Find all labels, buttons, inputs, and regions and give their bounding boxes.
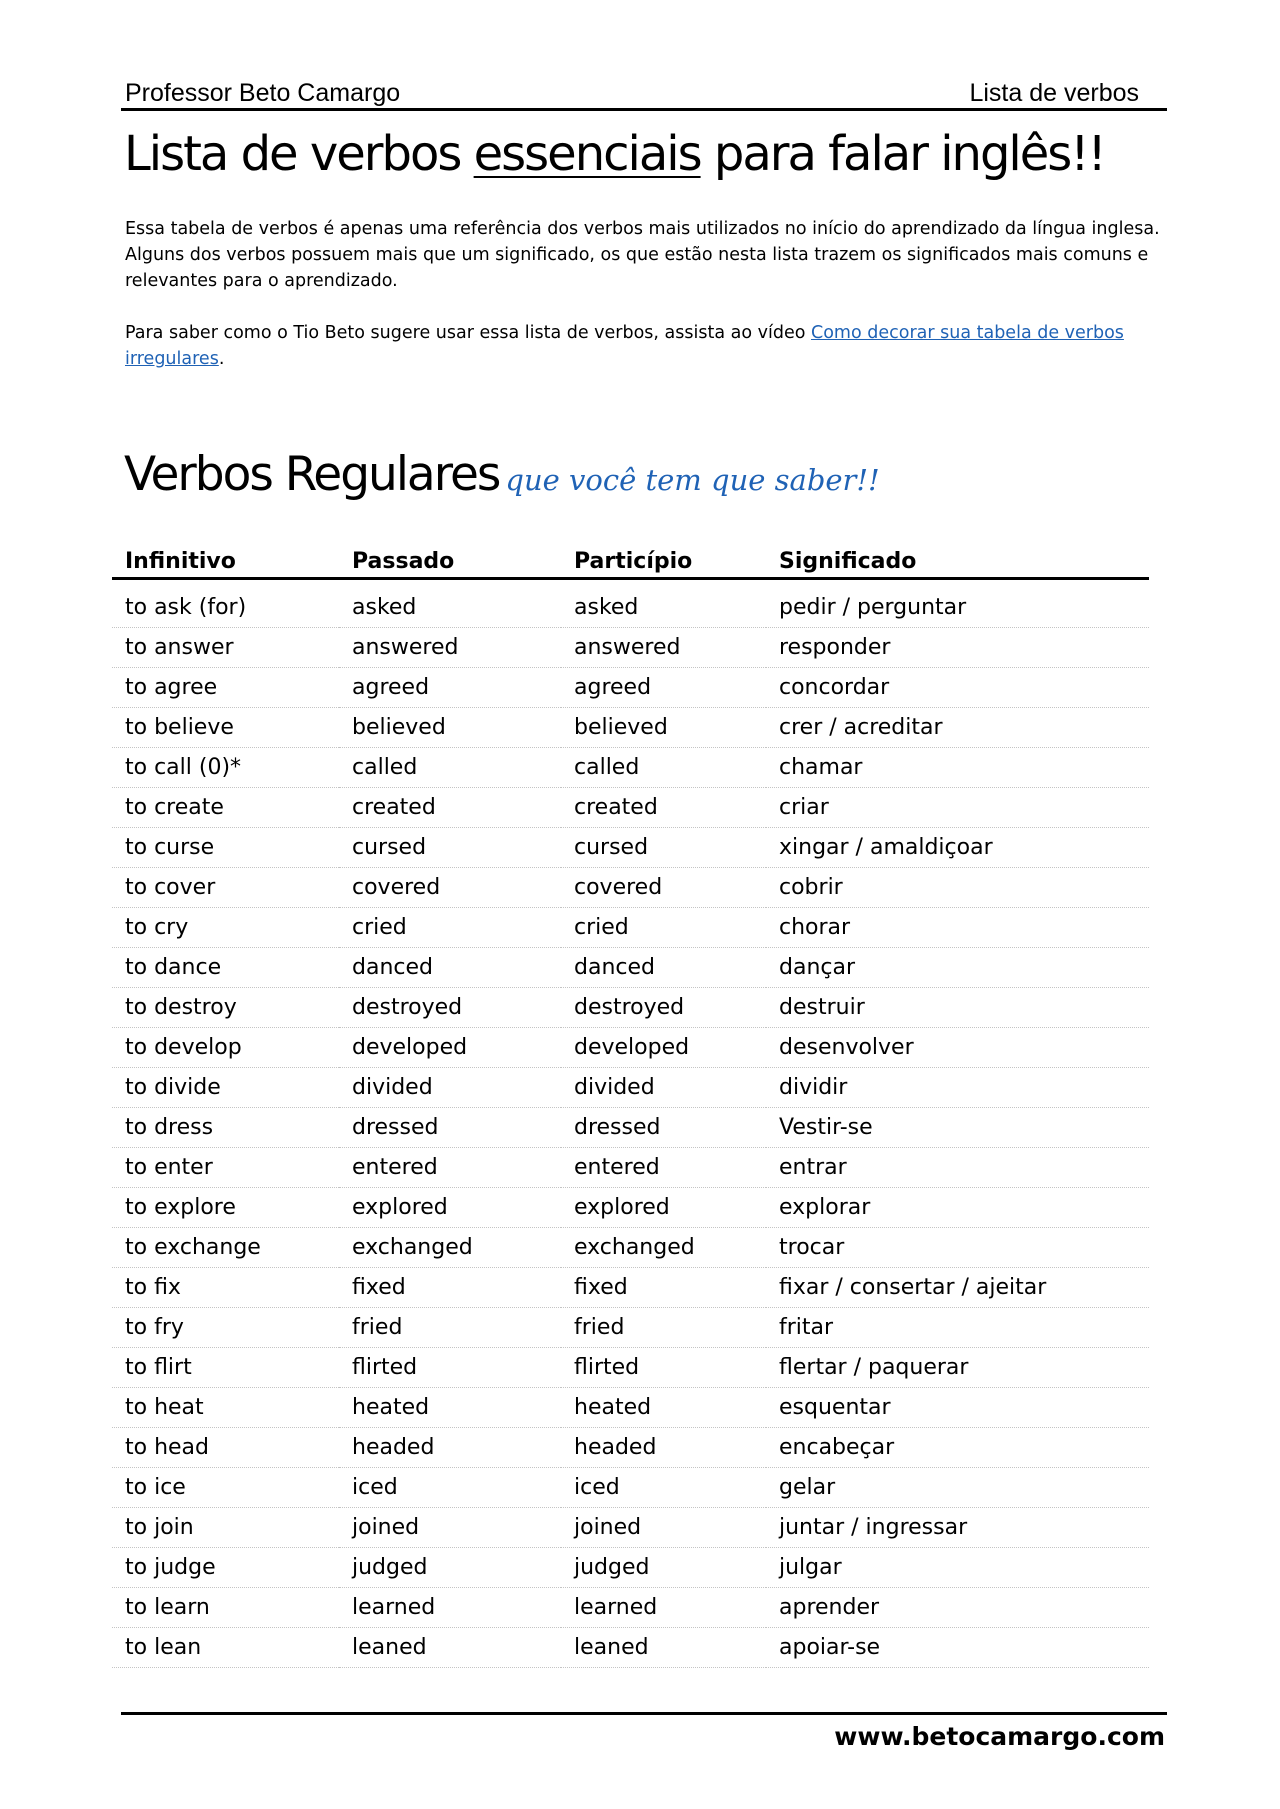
cell-infinitive: to answer <box>112 628 339 668</box>
cell-infinitive: to head <box>112 1428 339 1468</box>
cell-meaning: concordar <box>766 668 1149 708</box>
cell-meaning: esquentar <box>766 1388 1149 1428</box>
cell-participle: agreed <box>561 668 766 708</box>
cell-meaning: fixar / consertar / ajeitar <box>766 1268 1149 1308</box>
cell-meaning: juntar / ingressar <box>766 1508 1149 1548</box>
cell-meaning: aprender <box>766 1588 1149 1628</box>
cell-participle: flirted <box>561 1348 766 1388</box>
cell-infinitive: to dance <box>112 948 339 988</box>
table-row <box>112 668 1149 708</box>
cell-past: flirted <box>339 1348 561 1388</box>
cell-meaning: julgar <box>766 1548 1149 1588</box>
header-author: Professor Beto Camargo <box>125 79 401 107</box>
col-header-participle: Particípio <box>561 540 766 579</box>
col-header-meaning: Significado <box>766 540 1149 579</box>
cell-infinitive: to join <box>112 1508 339 1548</box>
cell-participle: called <box>561 748 766 788</box>
table-row <box>112 748 1149 788</box>
cell-infinitive: to cry <box>112 908 339 948</box>
page-title <box>124 118 1105 190</box>
col-header-past: Passado <box>339 540 561 579</box>
table-row <box>112 1628 1149 1668</box>
table-row <box>112 828 1149 868</box>
cell-past: destroyed <box>339 988 561 1028</box>
cell-infinitive: to heat <box>112 1388 339 1428</box>
cell-meaning: Vestir-se <box>766 1108 1149 1148</box>
cell-meaning: cobrir <box>766 868 1149 908</box>
cell-participle: leaned <box>561 1628 766 1668</box>
cell-meaning: criar <box>766 788 1149 828</box>
cell-participle: cursed <box>561 828 766 868</box>
cell-meaning: encabeçar <box>766 1428 1149 1468</box>
cell-infinitive: to dress <box>112 1108 339 1148</box>
verb-table-header <box>112 540 1149 579</box>
cell-participle: developed <box>561 1028 766 1068</box>
video-text-end: . <box>218 349 225 369</box>
table-row <box>112 628 1149 668</box>
table-row <box>112 988 1149 1028</box>
table-row <box>112 1268 1149 1308</box>
cell-participle: danced <box>561 948 766 988</box>
table-row <box>112 1428 1149 1468</box>
cell-past: agreed <box>339 668 561 708</box>
cell-past: developed <box>339 1028 561 1068</box>
cell-participle: destroyed <box>561 988 766 1028</box>
cell-participle: entered <box>561 1148 766 1188</box>
cell-past: exchanged <box>339 1228 561 1268</box>
cell-infinitive: to divide <box>112 1068 339 1108</box>
cell-participle: answered <box>561 628 766 668</box>
cell-infinitive: to exchange <box>112 1228 339 1268</box>
cell-participle: covered <box>561 868 766 908</box>
cell-meaning: entrar <box>766 1148 1149 1188</box>
header-doc-title: Lista de verbos <box>969 79 1139 107</box>
cell-participle: fixed <box>561 1268 766 1308</box>
video-link[interactable]: Como decorar sua tabela de verbos irregulares <box>125 323 1124 369</box>
footer-website: www.betocamargo.com <box>834 1722 1165 1751</box>
cell-past: created <box>339 788 561 828</box>
video-text: Para saber como o Tio Beto sugere usar essa lista de verbos, assista ao vídeo <box>125 323 811 343</box>
title-underlined-word: essenciais <box>473 126 701 182</box>
cell-past: leaned <box>339 1628 561 1668</box>
cell-meaning: dançar <box>766 948 1149 988</box>
cell-past: divided <box>339 1068 561 1108</box>
cell-past: dressed <box>339 1108 561 1148</box>
table-row <box>112 788 1149 828</box>
cell-past: entered <box>339 1148 561 1188</box>
cell-meaning: responder <box>766 628 1149 668</box>
video-paragraph <box>125 320 1175 372</box>
table-row <box>112 1108 1149 1148</box>
cell-participle: believed <box>561 708 766 748</box>
cell-past: learned <box>339 1588 561 1628</box>
cell-meaning: trocar <box>766 1228 1149 1268</box>
cell-past: fried <box>339 1308 561 1348</box>
cell-meaning: dividir <box>766 1068 1149 1108</box>
table-row <box>112 1548 1149 1588</box>
cell-meaning: chorar <box>766 908 1149 948</box>
cell-past: asked <box>339 588 561 628</box>
cell-participle: asked <box>561 588 766 628</box>
cell-participle: cried <box>561 908 766 948</box>
table-row <box>112 708 1149 748</box>
cell-participle: learned <box>561 1588 766 1628</box>
table-row <box>112 1508 1149 1548</box>
table-row <box>112 1308 1149 1348</box>
cell-past: judged <box>339 1548 561 1588</box>
col-header-infinitive: Infinitivo <box>112 540 339 579</box>
cell-meaning: flertar / paquerar <box>766 1348 1149 1388</box>
cell-participle: divided <box>561 1068 766 1108</box>
table-row <box>112 868 1149 908</box>
table-row <box>112 908 1149 948</box>
verb-table-body <box>112 579 1149 1668</box>
intro-paragraph: Essa tabela de verbos é apenas uma referência dos verbos mais utilizados no início do aprendizado da língua inglesa. Alguns dos verbos possuem mais que um significado, os que estão nesta lista trazem os significados mais comuns e relevantes para o aprendizado. <box>125 219 1160 291</box>
cell-participle: heated <box>561 1388 766 1428</box>
cell-meaning: xingar / amaldiçoar <box>766 828 1149 868</box>
cell-meaning: pedir / perguntar <box>766 588 1149 628</box>
cell-participle: created <box>561 788 766 828</box>
cell-participle: explored <box>561 1188 766 1228</box>
footer-rule <box>121 1712 1167 1717</box>
cell-infinitive: to learn <box>112 1588 339 1628</box>
cell-participle: exchanged <box>561 1228 766 1268</box>
cell-participle: headed <box>561 1428 766 1468</box>
cell-infinitive: to explore <box>112 1188 339 1228</box>
cell-infinitive: to enter <box>112 1148 339 1188</box>
cell-infinitive: to curse <box>112 828 339 868</box>
spacer-cell <box>112 579 1149 589</box>
cell-meaning: desenvolver <box>766 1028 1149 1068</box>
cell-infinitive: to flirt <box>112 1348 339 1388</box>
cell-meaning: apoiar-se <box>766 1628 1149 1668</box>
cell-infinitive: to ask (for) <box>112 588 339 628</box>
cell-infinitive: to fix <box>112 1268 339 1308</box>
title-part-1: Lista de verbos <box>124 126 474 182</box>
cell-infinitive: to agree <box>112 668 339 708</box>
cell-past: iced <box>339 1468 561 1508</box>
cell-past: heated <box>339 1388 561 1428</box>
cell-meaning: crer / acreditar <box>766 708 1149 748</box>
cell-infinitive: to lean <box>112 1628 339 1668</box>
cell-past: joined <box>339 1508 561 1548</box>
cell-past: believed <box>339 708 561 748</box>
cell-infinitive: to call (0)* <box>112 748 339 788</box>
table-row <box>112 588 1149 628</box>
cell-past: called <box>339 748 561 788</box>
table-row <box>112 1588 1149 1628</box>
cell-participle: dressed <box>561 1108 766 1148</box>
cell-meaning: fritar <box>766 1308 1149 1348</box>
title-part-2: para falar inglês!! <box>700 126 1105 182</box>
table-row <box>112 1228 1149 1268</box>
cell-meaning: destruir <box>766 988 1149 1028</box>
cell-infinitive: to create <box>112 788 339 828</box>
cell-meaning: chamar <box>766 748 1149 788</box>
verb-table <box>112 540 1149 1668</box>
table-spacer <box>112 579 1149 589</box>
cell-participle: judged <box>561 1548 766 1588</box>
table-row <box>112 948 1149 988</box>
cell-past: cursed <box>339 828 561 868</box>
section-title <box>124 440 880 515</box>
cell-participle: joined <box>561 1508 766 1548</box>
cell-past: fixed <box>339 1268 561 1308</box>
cell-meaning: explorar <box>766 1188 1149 1228</box>
section-tagline: que você tem que saber!! <box>505 463 880 497</box>
cell-infinitive: to destroy <box>112 988 339 1028</box>
cell-participle: iced <box>561 1468 766 1508</box>
cell-infinitive: to ice <box>112 1468 339 1508</box>
header-row <box>112 540 1149 579</box>
cell-past: danced <box>339 948 561 988</box>
table-row <box>112 1388 1149 1428</box>
table-row <box>112 1188 1149 1228</box>
table-row <box>112 1348 1149 1388</box>
cell-infinitive: to fry <box>112 1308 339 1348</box>
cell-past: covered <box>339 868 561 908</box>
cell-past: cried <box>339 908 561 948</box>
cell-past: answered <box>339 628 561 668</box>
table-row <box>112 1068 1149 1108</box>
cell-infinitive: to cover <box>112 868 339 908</box>
cell-meaning: gelar <box>766 1468 1149 1508</box>
cell-past: explored <box>339 1188 561 1228</box>
table-row <box>112 1028 1149 1068</box>
table-row <box>112 1148 1149 1188</box>
cell-infinitive: to develop <box>112 1028 339 1068</box>
section-title-text: Verbos Regulares <box>124 447 500 502</box>
cell-infinitive: to judge <box>112 1548 339 1588</box>
cell-infinitive: to believe <box>112 708 339 748</box>
cell-past: headed <box>339 1428 561 1468</box>
running-header <box>121 76 1167 111</box>
table-row <box>112 1468 1149 1508</box>
cell-participle: fried <box>561 1308 766 1348</box>
